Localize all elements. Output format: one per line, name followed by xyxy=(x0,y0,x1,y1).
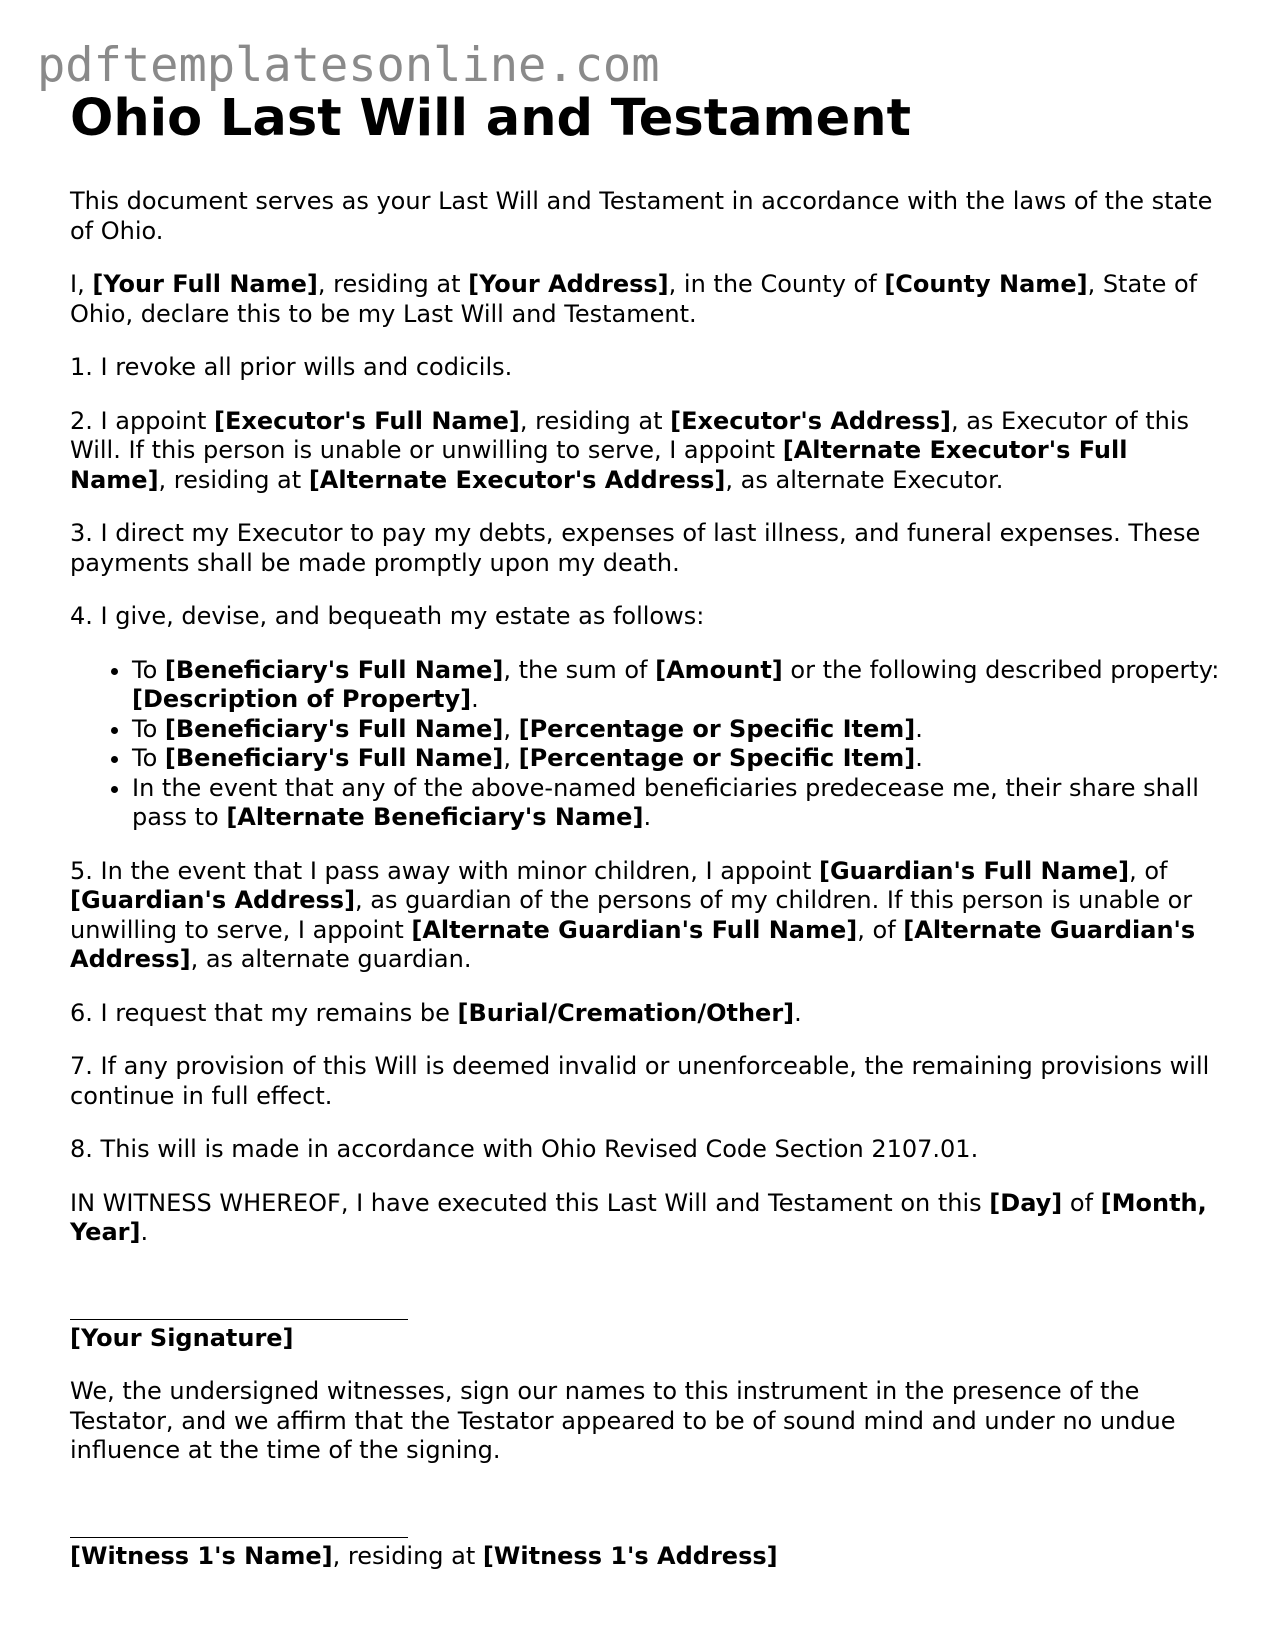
clause-4-bequests: 4. I give, devise, and bequeath my estate as follows: xyxy=(70,602,705,630)
witness-1-label: [Witness 1's Name], residing at [Witness 1's Address] xyxy=(70,1541,778,1570)
placeholder-executor-address: [Executor's Address] xyxy=(670,406,951,435)
list-item: • To [Beneficiary's Full Name], [Percentage or Specific Item]. xyxy=(132,715,1220,745)
placeholder-alt-executor-name: [Alternate Executor's Full Name] xyxy=(70,436,1128,494)
placeholder-county: [County Name] xyxy=(884,270,1088,298)
clause-1: 1. I revoke all prior wills and codicils. xyxy=(70,353,513,381)
list-item: • In the event that any of the above-named beneficiaries predecease me, their share shall pass to [Alternate Beneficiary's Name]. xyxy=(132,774,1220,833)
list-item: • To [Beneficiary's Full Name], [Percentage or Specific Item]. xyxy=(132,744,1220,774)
placeholder-alt-executor-address: [Alternate Executor's Address] xyxy=(308,465,726,494)
clause-7-severability: 7. If any provision of this Will is deemed invalid or unenforceable, the remaining provisions will continue in full effect. xyxy=(70,1052,1210,1110)
placeholder-address: [Your Address] xyxy=(468,270,669,298)
document-page xyxy=(70,88,1220,1595)
clause-2-executor: 2. I appoint [Executor's Full Name], residing at [Executor's Address], as Executor of this Will. If this person is unable or unwilling to serve, I appoint [Alternate Executor's Full Name], residing at [Alternate Executor's Address], as alternate Executor. xyxy=(70,406,1189,494)
witness-1-signature-line xyxy=(70,1511,1220,1542)
clause-3-debts: 3. I direct my Executor to pay my debts, expenses of last illness, and funeral expenses. These payments shall be made promptly upon my death. xyxy=(70,519,1201,577)
witnesses-statement: We, the undersigned witnesses, sign our names to this instrument in the presence of the Testator, and we affirm that the Testator appeared to be of sound mind and under no undue influence at the time of the signing. xyxy=(70,1377,1176,1464)
witness-whereof-paragraph: IN WITNESS WHEREOF, I have executed this Last Will and Testament on this [Day] of [Month, Year]. xyxy=(70,1188,1207,1246)
placeholder-full-name: [Your Full Name] xyxy=(92,270,318,298)
placeholder-executor-name: [Executor's Full Name] xyxy=(214,406,520,435)
clause-6-remains: 6. I request that my remains be [Burial/Cremation/Other]. xyxy=(70,998,802,1027)
intro-paragraph: This document serves as your Last Will and Testament in accordance with the laws of the state of Ohio. xyxy=(70,187,1213,245)
clause-8-code-section: 8. This will is made in accordance with Ohio Revised Code Section 2107.01. xyxy=(70,1135,979,1163)
bequest-list xyxy=(70,656,1220,833)
list-item: • To [Beneficiary's Full Name], the sum of [Amount] or the following described property: [Description of Property]. xyxy=(132,656,1220,715)
signature-label: [Your Signature] xyxy=(70,1323,294,1352)
page-title: Ohio Last Will and Testament xyxy=(70,89,911,148)
declaration-paragraph: I, [Your Full Name], residing at [Your Address], in the County of [County Name], State of Ohio, declare this to be my Last Will and Testament. xyxy=(70,270,1198,328)
clause-5-guardian: 5. In the event that I pass away with minor children, I appoint [Guardian's Full Name], of [Guardian's Address], as guardian of the persons of my children. If this person is unable or unwilling to serve, I appoint [Alternate Guardian's Full Name], of [Alternate Guardian's Address], as alternate guardian. xyxy=(70,856,1196,973)
watermark: pdftemplatesonline.com xyxy=(37,38,660,93)
signature-line xyxy=(70,1293,1220,1324)
